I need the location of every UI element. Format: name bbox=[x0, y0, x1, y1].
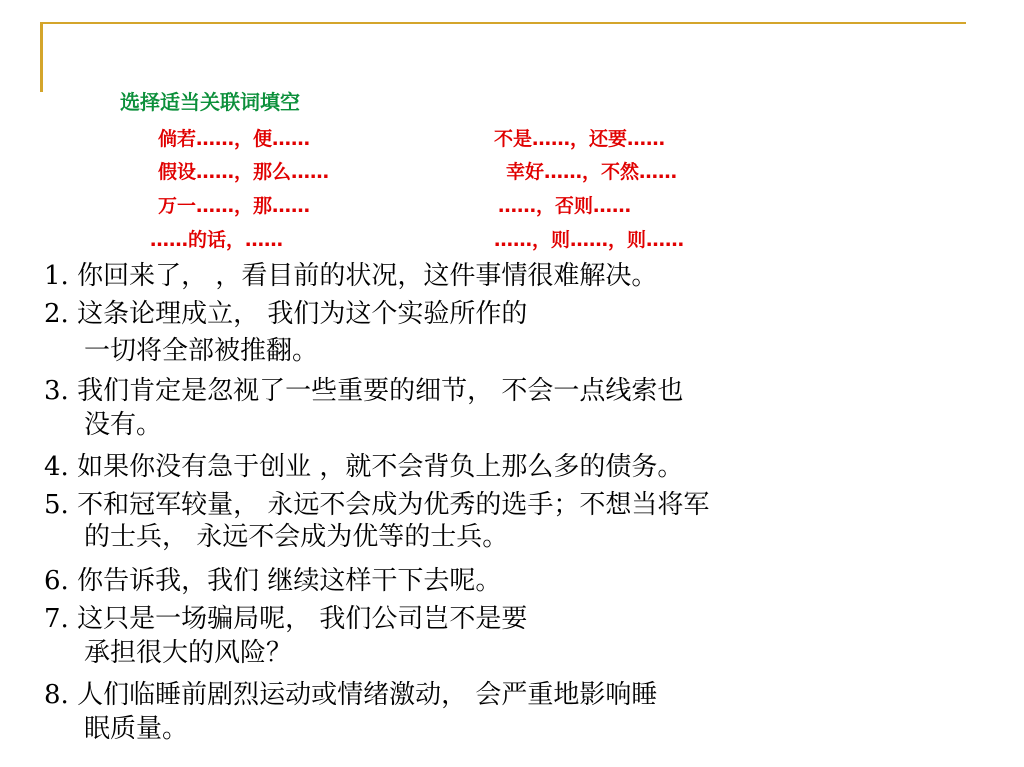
question-7-cont: 承担很大的风险？ bbox=[84, 638, 293, 668]
question-6: 6. 你告诉我，我们 继续这样干下去呢。 bbox=[44, 566, 502, 596]
question-2-cont: 一切将全部被推翻。 bbox=[84, 336, 319, 366]
question-2: 2. 这条论理成立， 我们为这个实验所作的 bbox=[44, 299, 528, 329]
option-left-3: 万一……，那…… bbox=[158, 195, 311, 217]
question-1: 1. 你回来了， ，看目前的状况，这件事情很难解决。 bbox=[44, 261, 658, 291]
question-5: 5. 不和冠军较量， 永远不会成为优秀的选手；不想当将军 bbox=[44, 490, 710, 520]
question-3-cont: 没有。 bbox=[84, 410, 163, 440]
option-right-2: 幸好……，不然…… bbox=[506, 161, 678, 183]
option-left-2: 假设……，那么…… bbox=[158, 161, 330, 183]
question-8: 8. 人们临睡前剧烈运动或情绪激动， 会严重地影响睡 bbox=[44, 680, 658, 710]
question-3: 3. 我们肯定是忽视了一些重要的细节， 不会一点线索也 bbox=[44, 376, 684, 406]
question-8-cont: 眠质量。 bbox=[84, 714, 189, 744]
question-4: 4. 如果你没有急于创业 ，就不会背负上那么多的债务。 bbox=[44, 452, 684, 482]
option-right-3: ……，否则…… bbox=[498, 195, 632, 217]
exercise-heading: 选择适当关联词填空 bbox=[120, 90, 300, 114]
left-rule bbox=[40, 22, 43, 92]
option-left-1: 倘若……，便…… bbox=[158, 128, 311, 150]
option-left-4: ……的话，…… bbox=[150, 229, 284, 251]
option-right-1: 不是……，还要…… bbox=[494, 128, 666, 150]
top-rule bbox=[40, 22, 966, 24]
question-5-cont: 的士兵， 永远不会成为优等的士兵。 bbox=[84, 522, 509, 552]
question-7: 7. 这只是一场骗局呢， 我们公司岂不是要 bbox=[44, 604, 528, 634]
option-right-4: ……，则……，则…… bbox=[494, 229, 685, 251]
